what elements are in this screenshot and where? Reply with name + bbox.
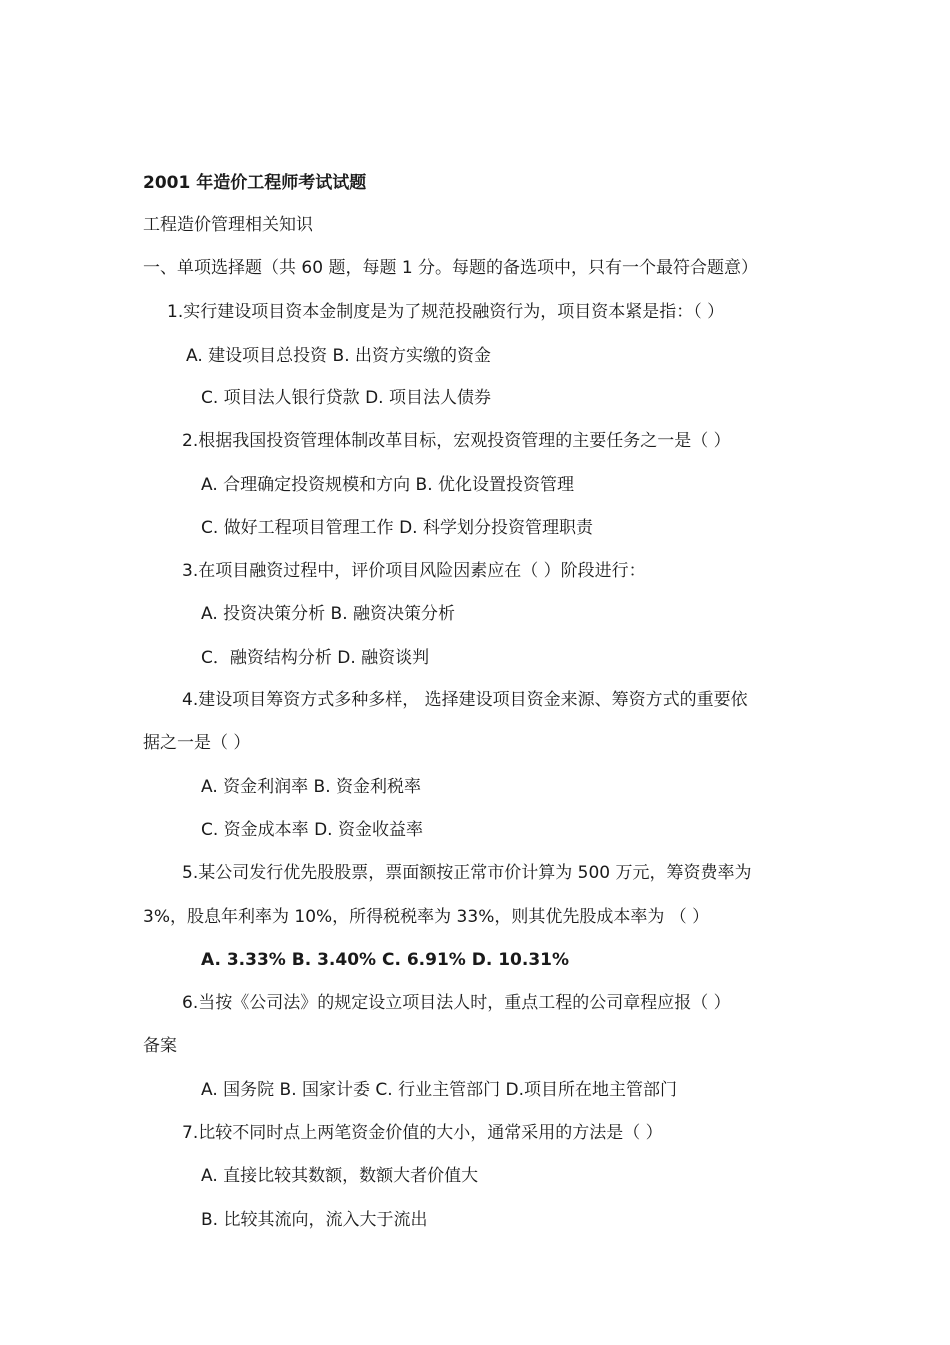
question-7-options-line-2: B. 比较其流向，流入大于流出 <box>201 1210 428 1230</box>
question-5-options-line-1: A. 3.33% B. 3.40% C. 6.91% D. 10.31% <box>201 950 570 970</box>
subject-heading: 工程造价管理相关知识 <box>143 215 313 235</box>
question-3-stem: 3.在项目融资过程中，评价项目风险因素应在（ ）阶段进行： <box>182 561 646 581</box>
question-2-options-line-1: A. 合理确定投资规模和方向 B. 优化设置投资管理 <box>201 475 575 495</box>
question-5-stem-continued: 3%，股息年利率为 10%，所得税税率为 33%，则其优先股成本率为 （ ） <box>143 907 710 927</box>
question-6-stem: 6.当按《公司法》的规定设立项目法人时，重点工程的公司章程应报（ ） <box>182 993 731 1013</box>
question-5-stem: 5.某公司发行优先股股票，票面额按正常市价计算为 500 万元，筹资费率为 <box>182 863 752 883</box>
question-1-options-line-1: A. 建设项目总投资 B. 出资方实缴的资金 <box>186 346 492 366</box>
question-7-stem: 7.比较不同时点上两笔资金价值的大小，通常采用的方法是（ ） <box>182 1123 663 1143</box>
section-heading: 一、单项选择题（共 60 题，每题 1 分。每题的备选项中，只有一个最符合题意） <box>143 258 759 278</box>
document-title: 2001 年造价工程师考试试题 <box>143 173 367 193</box>
question-1-stem: 1.实行建设项目资本金制度是为了规范投融资行为，项目资本紧是指：（ ） <box>167 302 725 322</box>
question-6-stem-continued: 备案 <box>143 1036 177 1056</box>
question-1-options-line-2: C. 项目法人银行贷款 D. 项目法人债券 <box>201 388 491 408</box>
question-7-options-line-1: A. 直接比较其数额，数额大者价值大 <box>201 1166 479 1186</box>
question-4-stem-continued: 据之一是（ ） <box>143 733 251 753</box>
question-4-options-line-2: C. 资金成本率 D. 资金收益率 <box>201 820 423 840</box>
question-3-options-line-1: A. 投资决策分析 B. 融资决策分析 <box>201 604 456 624</box>
question-4-options-line-1: A. 资金利润率 B. 资金利税率 <box>201 777 422 797</box>
question-2-stem: 2.根据我国投资管理体制改革目标，宏观投资管理的主要任务之一是（ ） <box>182 431 731 451</box>
question-3-options-line-2: C．融资结构分析 D. 融资谈判 <box>201 648 430 668</box>
question-4-stem: 4.建设项目筹资方式多种多样， 选择建设项目资金来源、筹资方式的重要依 <box>182 690 748 710</box>
question-6-options-line-1: A. 国务院 B. 国家计委 C. 行业主管部门 D.项目所在地主管部门 <box>201 1080 677 1100</box>
question-2-options-line-2: C. 做好工程项目管理工作 D. 科学划分投资管理职责 <box>201 518 593 538</box>
